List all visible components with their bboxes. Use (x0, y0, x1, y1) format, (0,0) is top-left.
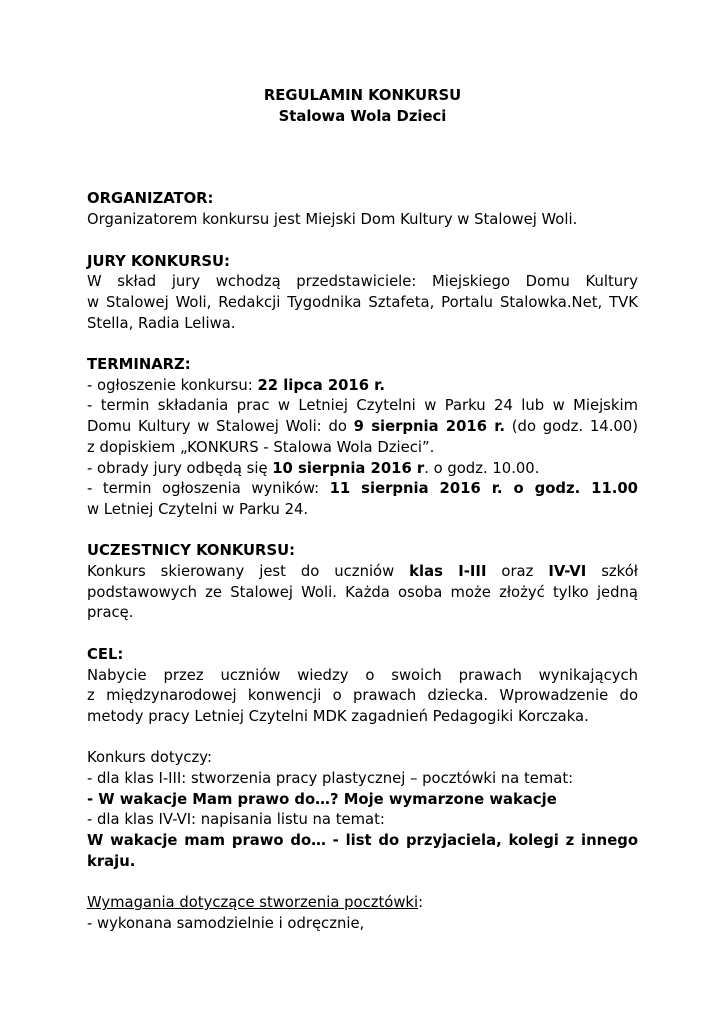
contest-topic-text: kraju. (87, 852, 136, 870)
participants-text: Konkurs skierowany jest do uczniów (87, 563, 410, 581)
participants-text: szkół (586, 563, 638, 581)
contest-topic (87, 790, 638, 811)
participants-line: pracę. (87, 604, 134, 622)
schedule-submit-time: (do godz. 14.00) (505, 418, 638, 436)
organizer-text: Organizatorem konkursu jest Miejski Dom Kultury w Stalowej Woli. (87, 211, 578, 229)
contest-topic-text: - W wakacje Mam prawo do…? Moje wymarzone wakacje (87, 790, 557, 808)
organizer-heading: ORGANIZATOR: (87, 190, 214, 208)
schedule-submit-line (87, 417, 638, 438)
contest-topic (87, 831, 638, 852)
schedule-submit-label: Domu Kultury w Stalowej Woli: do (87, 418, 354, 436)
jury-heading: JURY KONKURSU: (87, 252, 230, 270)
requirements-section (87, 893, 638, 934)
jury-text-line: Stella, Radia Leliwa. (87, 314, 236, 332)
schedule-results-place: w Letniej Czytelni w Parku 24. (87, 500, 309, 518)
schedule-submit-line: z dopiskiem „KONKURS - Stalowa Wola Dzieci”. (87, 438, 435, 456)
requirements-heading-text: Wymagania dotyczące stworzenia pocztówki (87, 894, 419, 912)
schedule-submit-line: - termin składania prac w Letniej Czytelni w Parku 24 lub w Miejskim (87, 397, 638, 415)
participants-classes-1: klas I-III (409, 563, 487, 581)
organizer-section (87, 189, 638, 230)
goal-line: z międzynarodowej konwencji o prawach dziecka. Wprowadzenie do (87, 687, 638, 705)
schedule-announce-label: - ogłoszenie konkursu: (87, 376, 258, 394)
participants-text: oraz (486, 563, 549, 581)
participants-line: podstawowych ze Stalowej Woli. Każda osoba może złożyć tylko jedną (87, 583, 638, 601)
contest-topic-text: W wakacje mam prawo do… - list do przyjaciela, kolegi z innego (87, 832, 638, 850)
goal-section (87, 645, 638, 728)
contest-section (87, 748, 638, 872)
schedule-jury-time: . o godz. 10.00. (424, 459, 540, 477)
schedule-heading: TERMINARZ: (87, 356, 191, 373)
requirements-heading (87, 893, 638, 914)
schedule-jury (87, 459, 638, 480)
schedule-jury-label: - obrady jury odbędą się (87, 459, 273, 477)
contest-topic (87, 852, 638, 873)
schedule-submit-date: 9 sierpnia 2016 r. (353, 418, 506, 436)
schedule-section (87, 355, 638, 521)
schedule-results (87, 479, 638, 500)
schedule-results-label: - termin ogłoszenia wyników: (87, 480, 330, 498)
goal-line: Nabycie przez uczniów wiedzy o swoich prawach wynikających (87, 666, 638, 684)
participants-section (87, 541, 638, 624)
title-block (87, 86, 638, 127)
contest-item: - dla klas I-III: stworzenia pracy plastycznej – pocztówki na temat: (87, 770, 574, 788)
schedule-results-date: 11 sierpnia 2016 r. o godz. 11.00 (329, 480, 638, 498)
jury-text-line: W skład jury wchodzą przedstawiciele: Miejskiego Domu Kultury (87, 273, 638, 291)
contest-item: - dla klas IV-VI: napisania listu na temat: (87, 811, 385, 829)
schedule-jury-date: 10 sierpnia 2016 r (272, 459, 425, 477)
goal-heading: CEL: (87, 645, 124, 663)
contest-intro: Konkurs dotyczy: (87, 749, 212, 767)
jury-text-line: w Stalowej Woli, Redakcji Tygodnika Sztafeta, Portalu Stalowka.Net, TVK (87, 293, 638, 311)
participants-line (87, 562, 638, 583)
document-title: REGULAMIN KONKURSU (263, 87, 462, 104)
goal-line: metody pracy Letniej Czytelni MDK zagadnień Pedagogiki Korczaka. (87, 707, 589, 725)
document-subtitle: Stalowa Wola Dzieci (278, 107, 447, 125)
schedule-announce (87, 376, 638, 397)
jury-section (87, 252, 638, 335)
requirements-item: - wykonana samodzielnie i odręcznie, (87, 914, 365, 932)
schedule-announce-date: 22 lipca 2016 r. (257, 376, 385, 394)
participants-classes-2: IV-VI (548, 563, 587, 581)
requirements-heading-colon: : (418, 894, 424, 912)
participants-heading: UCZESTNICY KONKURSU: (87, 542, 296, 560)
